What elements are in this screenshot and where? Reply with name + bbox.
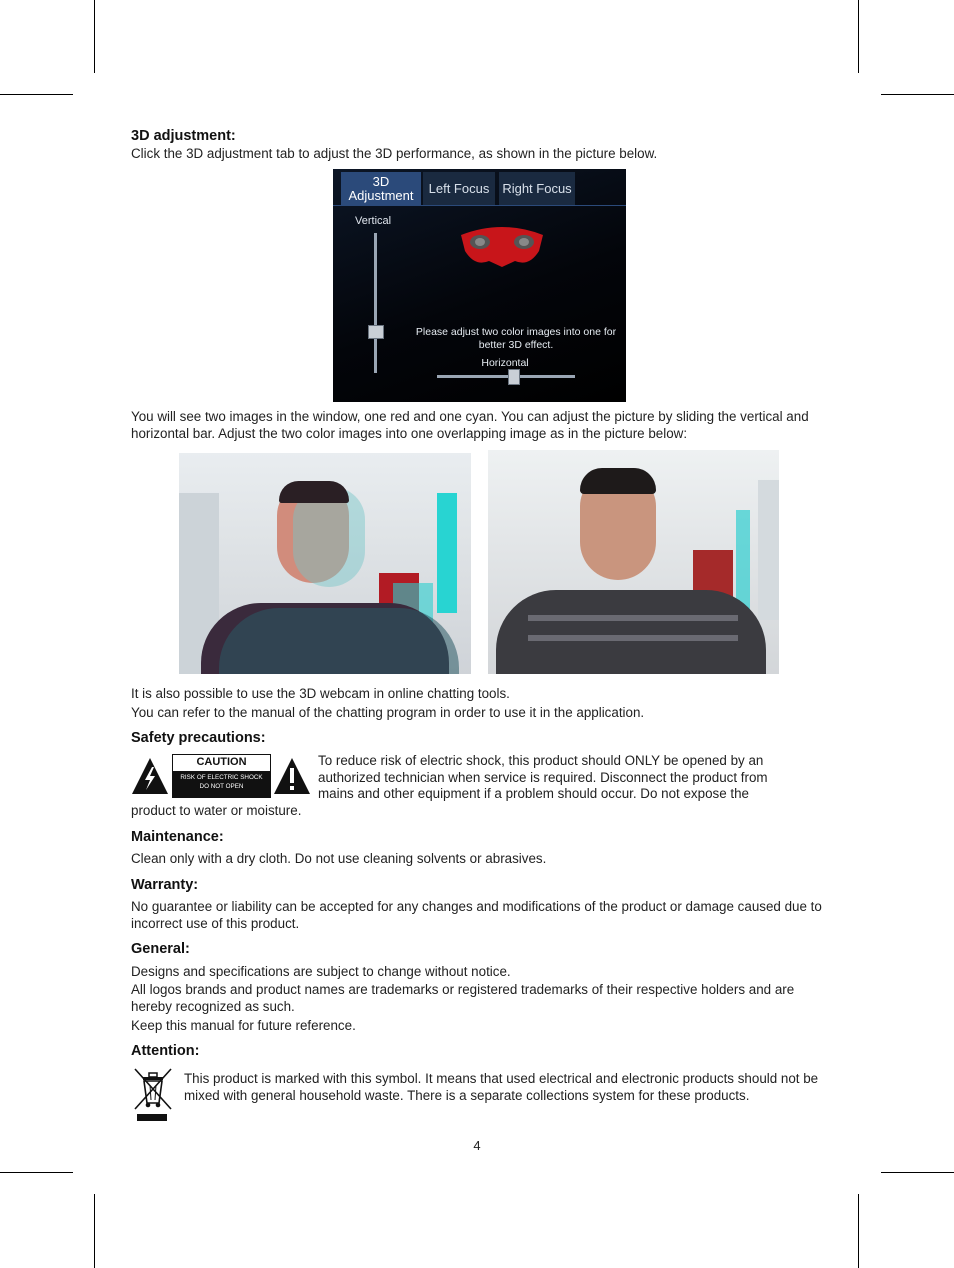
chat-line-2: You can refer to the manual of the chatting program in order to use it in the application. bbox=[131, 705, 645, 720]
vertical-slider-track[interactable] bbox=[374, 233, 377, 373]
tab-3d-adjustment[interactable]: 3D Adjustment bbox=[341, 172, 421, 205]
caution-line-2: DO NOT OPEN bbox=[199, 783, 244, 790]
heading-3d-adjustment: 3D adjustment: bbox=[131, 128, 236, 144]
tab-right-focus[interactable]: Right Focus bbox=[499, 172, 575, 205]
app-screenshot bbox=[333, 169, 626, 402]
crop-mark bbox=[94, 1194, 95, 1268]
caution-title: CAUTION bbox=[196, 756, 247, 768]
exclamation-warning-icon bbox=[273, 757, 311, 795]
weee-bin-icon bbox=[133, 1067, 173, 1123]
safety-line-3: mains and other equipment if a problem should occur. Do not expose the bbox=[318, 786, 749, 801]
horizontal-slider-thumb[interactable] bbox=[508, 369, 520, 385]
warranty-text: No guarantee or liability can be accepted for any changes and modifications of the product or damage caused due to incorrect use of this product. bbox=[131, 899, 822, 931]
crop-mark bbox=[94, 0, 95, 73]
crop-mark bbox=[858, 0, 859, 73]
heading-general: General: bbox=[131, 941, 190, 957]
instruction-text: Please adjust two color images into one for better 3D effect. bbox=[415, 326, 617, 351]
heading-maintenance: Maintenance: bbox=[131, 829, 224, 845]
safety-line-2: authorized technician when service is required. Disconnect the product from bbox=[318, 770, 768, 785]
heading-attention: Attention: bbox=[131, 1043, 200, 1059]
chat-line-1: It is also possible to use the 3D webcam in online chatting tools. bbox=[131, 686, 510, 701]
vertical-label: Vertical bbox=[355, 215, 392, 227]
maintenance-text: Clean only with a dry cloth. Do not use cleaning solvents or abrasives. bbox=[131, 851, 547, 866]
general-line-3: Keep this manual for future reference. bbox=[131, 1018, 356, 1033]
heading-warranty: Warranty: bbox=[131, 877, 199, 893]
electric-shock-warning-icon bbox=[131, 757, 169, 795]
horizontal-slider-track[interactable] bbox=[437, 375, 575, 378]
caution-label bbox=[172, 754, 271, 798]
tab-divider bbox=[333, 205, 626, 206]
anaglyph-glasses-icon bbox=[457, 221, 547, 277]
crop-mark bbox=[881, 1172, 954, 1173]
attention-text: This product is marked with this symbol. It means that used electrical and electronic products should not be mixed with general household waste. There is a separate collections system for these products. bbox=[184, 1071, 819, 1103]
safety-line-4: product to water or moisture. bbox=[131, 803, 302, 818]
general-line-2: All logos brands and product names are trademarks or registered trademarks of their respective holders and are hereby recognized as such. bbox=[131, 982, 795, 1014]
intro-text: Click the 3D adjustment tab to adjust the 3D performance, as shown in the picture below. bbox=[131, 146, 658, 161]
vertical-slider-thumb[interactable] bbox=[368, 325, 384, 339]
crop-mark bbox=[0, 94, 73, 95]
after-screenshot-text: You will see two images in the window, one red and one cyan. You can adjust the picture by sliding the vertical and horizontal bar. Adjust the two color images into one overlapping image as in the picture below: bbox=[131, 409, 809, 441]
general-line-1: Designs and specifications are subject to change without notice. bbox=[131, 964, 511, 979]
tab-left-focus[interactable]: Left Focus bbox=[423, 172, 495, 205]
crop-mark bbox=[858, 1194, 859, 1268]
photo-aligned bbox=[488, 450, 779, 674]
photo-misaligned bbox=[179, 453, 471, 674]
page-number: 4 bbox=[473, 1138, 481, 1153]
crop-mark bbox=[0, 1172, 73, 1173]
crop-mark bbox=[881, 94, 954, 95]
heading-safety: Safety precautions: bbox=[131, 730, 266, 746]
horizontal-label: Horizontal bbox=[481, 357, 529, 369]
caution-line-1: RISK OF ELECTRIC SHOCK bbox=[180, 774, 263, 781]
safety-line-1: To reduce risk of electric shock, this product should ONLY be opened by an bbox=[318, 753, 764, 768]
